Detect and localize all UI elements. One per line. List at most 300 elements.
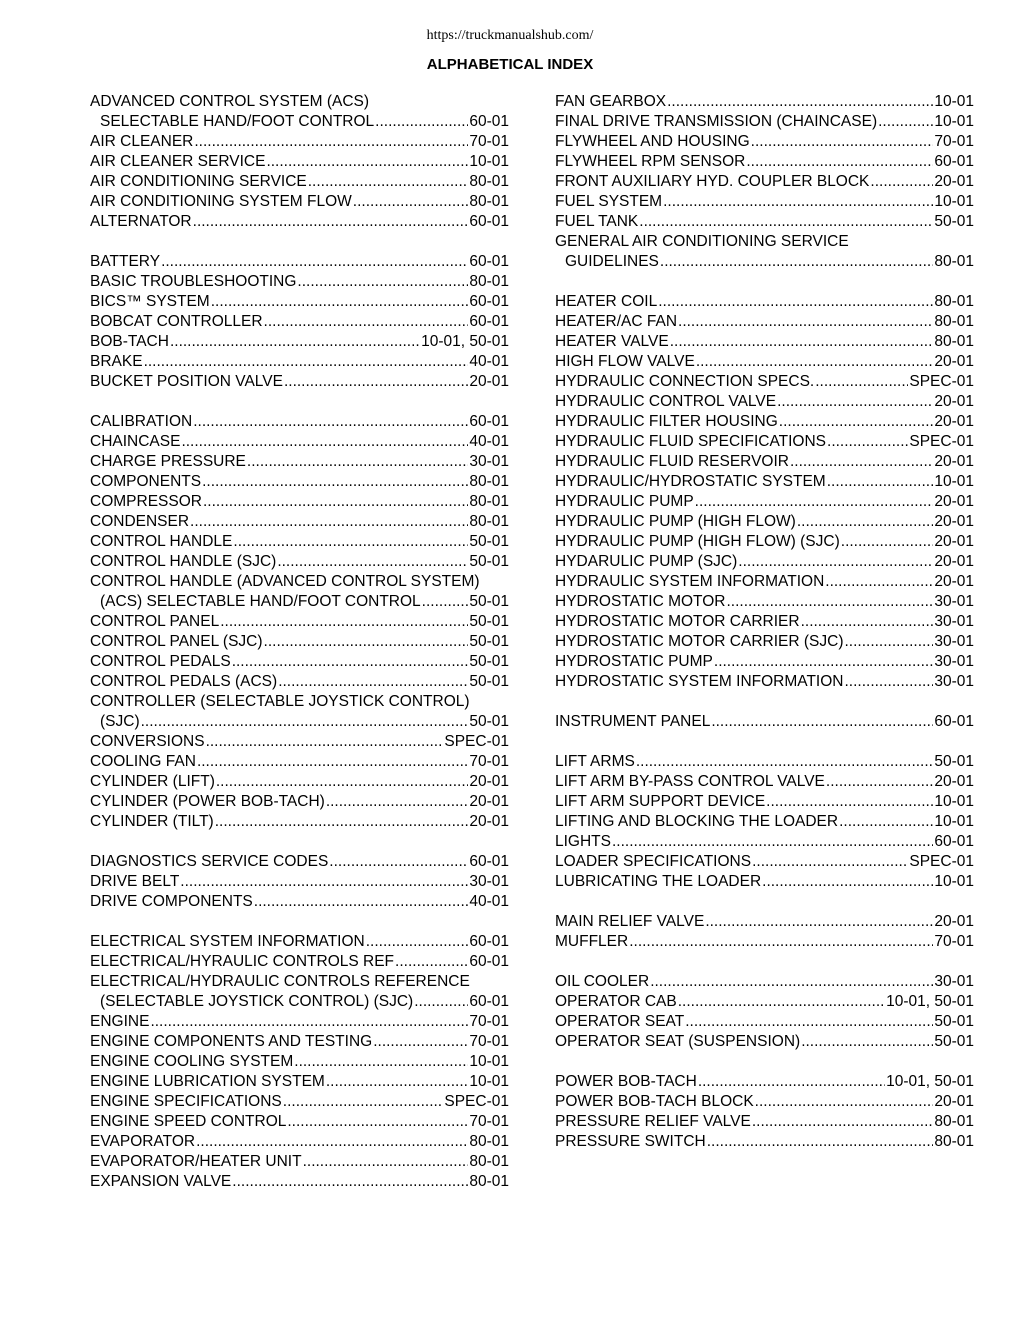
index-entry-label: CONDENSER: [90, 513, 190, 530]
index-entry[interactable]: [90, 152, 509, 172]
index-entry[interactable]: [90, 792, 509, 812]
index-entry[interactable]: [90, 1132, 509, 1152]
index-entry[interactable]: [90, 1092, 509, 1112]
index-entry-page: 60-01: [469, 313, 509, 330]
index-entry-page: 70-01: [469, 1033, 509, 1050]
index-entry-label: CONTROL PEDALS (ACS): [90, 673, 278, 690]
index-entry[interactable]: [90, 332, 509, 352]
index-entry-page: 20-01: [934, 393, 974, 410]
index-entry-page: 80-01: [934, 1133, 974, 1150]
index-entry[interactable]: [90, 612, 509, 632]
index-entry[interactable]: [555, 452, 974, 472]
index-entry-label: LOADER SPECIFICATIONS: [555, 853, 752, 870]
index-entry-label: LIGHTS: [555, 833, 611, 850]
index-entry-label: MUFFLER: [555, 933, 629, 950]
dot-leader: [303, 1152, 469, 1172]
index-entry-page: 10-01: [934, 113, 974, 130]
index-entry[interactable]: [90, 772, 509, 792]
index-entry-label: LIFT ARM SUPPORT DEVICE: [555, 793, 766, 810]
index-entry[interactable]: [90, 1052, 509, 1072]
dot-leader: [827, 472, 934, 492]
index-entry[interactable]: [555, 132, 974, 152]
index-entry[interactable]: [555, 712, 974, 732]
index-entry-label: OPERATOR CAB: [555, 993, 677, 1010]
index-entry[interactable]: [555, 412, 974, 432]
index-entry[interactable]: [555, 392, 974, 412]
dot-leader: [752, 852, 908, 872]
index-entry-label: HEATER COIL: [555, 293, 658, 310]
index-entry-label: HYDROSTATIC MOTOR: [555, 593, 726, 610]
index-entry-page: 70-01: [469, 133, 509, 150]
index-entry[interactable]: [90, 92, 509, 112]
index-entry[interactable]: [90, 292, 509, 312]
dot-leader: [825, 572, 933, 592]
index-entry[interactable]: [555, 832, 974, 852]
index-entry[interactable]: [555, 92, 974, 112]
index-column-left: [90, 92, 509, 1192]
index-entry-page: 30-01: [934, 593, 974, 610]
index-entry[interactable]: [90, 312, 509, 332]
index-entry-label: HYDRAULIC PUMP (HIGH FLOW): [555, 513, 796, 530]
dot-leader: [746, 152, 933, 172]
index-entry-page: 20-01: [934, 493, 974, 510]
index-entry-label: CONTROL PANEL (SJC): [90, 633, 263, 650]
index-entry-label: CONTROL HANDLE: [90, 533, 233, 550]
index-entry-page: 50-01: [469, 533, 509, 550]
dot-leader: [714, 652, 933, 672]
dot-leader: [202, 472, 468, 492]
index-entry-label: (SELECTABLE JOYSTICK CONTROL) (SJC): [100, 993, 414, 1010]
index-entry-label: CYLINDER (LIFT): [90, 773, 215, 790]
index-entry-label: ENGINE SPECIFICATIONS: [90, 1093, 282, 1110]
index-entry-label: FINAL DRIVE TRANSMISSION (CHAINCASE): [555, 113, 878, 130]
index-entry[interactable]: [90, 372, 509, 392]
index-entry-page: 60-01: [469, 253, 509, 270]
index-entry-label: HYDROSTATIC PUMP: [555, 653, 713, 670]
dot-leader: [193, 212, 469, 232]
index-spacer: [555, 272, 974, 292]
index-entry-label: HYDRAULIC FILTER HOUSING: [555, 413, 778, 430]
dot-leader: [711, 712, 933, 732]
index-entry-page: 50-01: [469, 713, 509, 730]
index-entry-label: EXPANSION VALVE: [90, 1173, 232, 1190]
index-entry[interactable]: [90, 852, 509, 872]
index-entry-label: EVAPORATOR/HEATER UNIT: [90, 1153, 302, 1170]
dot-leader: [215, 812, 469, 832]
dot-leader: [629, 932, 933, 952]
index-entry-label: HEATER/AC FAN: [555, 313, 678, 330]
dot-leader: [232, 652, 469, 672]
index-entry-label: CONTROLLER (SELECTABLE JOYSTICK CONTROL): [90, 693, 470, 710]
dot-leader: [266, 152, 468, 172]
index-entry-page: 50-01: [934, 213, 974, 230]
index-entry-page: 50-01: [934, 753, 974, 770]
index-entry[interactable]: [555, 672, 974, 692]
index-entry-page: 60-01: [469, 213, 509, 230]
index-entry-label: CHARGE PRESSURE: [90, 453, 246, 470]
dot-leader: [180, 872, 468, 892]
dot-leader: [278, 672, 468, 692]
index-entry-page: 50-01: [934, 1013, 974, 1030]
dot-leader: [196, 1132, 468, 1152]
index-entry[interactable]: [555, 212, 974, 232]
dot-leader: [353, 192, 469, 212]
index-entry[interactable]: [90, 252, 509, 272]
index-entry-label: LIFT ARM BY-PASS CONTROL VALVE: [555, 773, 825, 790]
index-entry-page: 20-01: [934, 173, 974, 190]
index-entry-label: CYLINDER (POWER BOB-TACH): [90, 793, 325, 810]
index-entry-page: 20-01: [469, 773, 509, 790]
index-entry-label: ELECTRICAL/HYDRAULIC CONTROLS REFERENCE: [90, 973, 470, 990]
dot-leader: [206, 732, 444, 752]
index-entry[interactable]: [555, 1092, 974, 1112]
index-entry[interactable]: [90, 272, 509, 292]
index-entry-label: AIR CLEANER SERVICE: [90, 153, 266, 170]
index-entry[interactable]: [555, 1132, 974, 1152]
index-entry-page: 70-01: [934, 133, 974, 150]
dot-leader: [422, 592, 469, 612]
index-entry-page: 20-01: [934, 513, 974, 530]
index-entry[interactable]: [555, 432, 974, 452]
index-entry-label: HYDRAULIC FLUID RESERVOIR: [555, 453, 789, 470]
dot-leader: [826, 772, 933, 792]
dot-leader: [181, 432, 468, 452]
index-entry-label: ELECTRICAL SYSTEM INFORMATION: [90, 933, 365, 950]
index-entry-label: HYDRAULIC PUMP: [555, 493, 694, 510]
index-entry-page: 50-01: [469, 633, 509, 650]
index-entry-page: 20-01: [469, 373, 509, 390]
dot-leader: [815, 372, 908, 392]
dot-leader: [193, 412, 468, 432]
index-entry[interactable]: [555, 352, 974, 372]
index-entry[interactable]: [90, 572, 509, 592]
dot-leader: [678, 992, 885, 1012]
index-entry-page: 30-01: [469, 873, 509, 890]
index-entry[interactable]: [555, 292, 974, 312]
dot-leader: [211, 292, 469, 312]
index-entry[interactable]: [90, 492, 509, 512]
index-entry[interactable]: [90, 1112, 509, 1132]
index-entry-label: MAIN RELIEF VALVE: [555, 913, 705, 930]
index-entry-page: 80-01: [469, 173, 509, 190]
dot-leader: [170, 332, 420, 352]
dot-leader: [695, 492, 934, 512]
dot-leader: [264, 632, 469, 652]
index-entry-page: 60-01: [469, 113, 509, 130]
index-entry-label: (ACS) SELECTABLE HAND/FOOT CONTROL: [100, 593, 421, 610]
index-entry-label: ENGINE LUBRICATION SYSTEM: [90, 1073, 325, 1090]
index-entry-page: 40-01: [469, 433, 509, 450]
index-entry-label: BOBCAT CONTROLLER: [90, 313, 263, 330]
index-entry-page: 80-01: [934, 253, 974, 270]
dot-leader: [663, 192, 933, 212]
index-spacer: [555, 892, 974, 912]
dot-leader: [161, 252, 468, 272]
index-entry-page: 50-01: [469, 613, 509, 630]
index-entry[interactable]: [555, 752, 974, 772]
index-entry[interactable]: [555, 1012, 974, 1032]
index-entry-page: SPEC-01: [909, 433, 974, 450]
index-entry[interactable]: [555, 552, 974, 572]
index-entry-page: 20-01: [934, 353, 974, 370]
index-entry[interactable]: [90, 552, 509, 572]
index-entry-label: HYDRAULIC PUMP (HIGH FLOW) (SJC): [555, 533, 840, 550]
index-entry[interactable]: [555, 1032, 974, 1052]
dot-leader: [839, 812, 933, 832]
source-url[interactable]: https://truckmanualshub.com/: [426, 28, 594, 43]
index-entry[interactable]: [90, 992, 509, 1012]
index-entry[interactable]: [555, 1112, 974, 1132]
index-entry-page: 20-01: [934, 453, 974, 470]
index-entry[interactable]: [90, 972, 509, 992]
index-entry[interactable]: [90, 1172, 509, 1192]
index-entry[interactable]: [555, 792, 974, 812]
dot-leader: [707, 1132, 934, 1152]
index-entry-label: HYDRAULIC/HYDROSTATIC SYSTEM: [555, 473, 826, 490]
index-spacer: [555, 692, 974, 712]
index-entry[interactable]: [555, 532, 974, 552]
index-entry[interactable]: [555, 312, 974, 332]
index-entry[interactable]: [90, 1072, 509, 1092]
index-entry-page: 60-01: [934, 713, 974, 730]
index-entry[interactable]: [555, 232, 974, 252]
index-entry[interactable]: [90, 932, 509, 952]
index-entry-page: 80-01: [469, 513, 509, 530]
index-entry[interactable]: [90, 452, 509, 472]
index-entry-page: 30-01: [934, 653, 974, 670]
index-entry[interactable]: [555, 872, 974, 892]
index-entry-page: SPEC-01: [909, 373, 974, 390]
dot-leader: [727, 592, 934, 612]
index-entry-page: 80-01: [934, 293, 974, 310]
index-entry[interactable]: [90, 892, 509, 912]
index-entry[interactable]: [555, 632, 974, 652]
dot-leader: [144, 352, 469, 372]
dot-leader: [283, 1092, 444, 1112]
index-entry-label: POWER BOB-TACH BLOCK: [555, 1093, 754, 1110]
dot-leader: [254, 892, 469, 912]
index-entry-page: SPEC-01: [444, 733, 509, 750]
index-entry[interactable]: [90, 872, 509, 892]
index-entry-page: 30-01: [934, 613, 974, 630]
index-entry-label: CHAINCASE: [90, 433, 181, 450]
index-entry-label: CONTROL HANDLE (ADVANCED CONTROL SYSTEM): [90, 573, 480, 590]
index-entry[interactable]: [555, 972, 974, 992]
dot-leader: [366, 932, 469, 952]
index-entry-label: HYDARULIC PUMP (SJC): [555, 553, 738, 570]
index-spacer: [555, 1052, 974, 1072]
index-entry-page: 10-01: [469, 153, 509, 170]
dot-leader: [660, 252, 933, 272]
index-entry[interactable]: [90, 692, 509, 712]
index-entry-label: HYDROSTATIC MOTOR CARRIER: [555, 613, 800, 630]
index-entry-label: COMPRESSOR: [90, 493, 202, 510]
index-entry[interactable]: [90, 952, 509, 972]
index-spacer: [90, 232, 509, 252]
index-entry-page: SPEC-01: [909, 853, 974, 870]
index-entry[interactable]: [90, 652, 509, 672]
index-entry[interactable]: [90, 532, 509, 552]
index-entry-label: BUCKET POSITION VALVE: [90, 373, 283, 390]
index-entry[interactable]: [90, 512, 509, 532]
dot-leader: [844, 632, 933, 652]
index-entry[interactable]: [90, 672, 509, 692]
index-entry-label: GUIDELINES: [565, 253, 659, 270]
index-entry[interactable]: [555, 112, 974, 132]
index-entry-label: PRESSURE RELIEF VALVE: [555, 1113, 751, 1130]
dot-leader: [696, 352, 934, 372]
index-entry-page: 60-01: [934, 153, 974, 170]
index-entry[interactable]: [90, 632, 509, 652]
index-entry-label: FUEL TANK: [555, 213, 639, 230]
index-entry[interactable]: [90, 592, 509, 612]
dot-leader: [375, 112, 468, 132]
index-entry-page: 60-01: [469, 993, 509, 1010]
index-entry[interactable]: [555, 852, 974, 872]
index-entry-page: 70-01: [469, 1113, 509, 1130]
dot-leader: [678, 312, 933, 332]
dot-leader: [284, 372, 468, 392]
index-entry[interactable]: [555, 152, 974, 172]
index-entry-page: 80-01: [469, 1173, 509, 1190]
index-entry-page: 50-01: [469, 653, 509, 670]
dot-leader: [194, 132, 468, 152]
dot-leader: [766, 792, 933, 812]
index-entry-label: HYDRAULIC CONNECTION SPECS.: [555, 373, 815, 390]
index-entry[interactable]: [90, 1032, 509, 1052]
index-entry-page: 50-01: [934, 1033, 974, 1050]
index-entry-page: 80-01: [934, 1113, 974, 1130]
dot-leader: [414, 992, 468, 1012]
index-entry-page: 10-01: [469, 1053, 509, 1070]
index-entry-label: DRIVE BELT: [90, 873, 180, 890]
index-entry-label: FLYWHEEL AND HOUSING: [555, 133, 750, 150]
index-entry-page: 30-01: [934, 633, 974, 650]
index-entry[interactable]: [555, 492, 974, 512]
dot-leader: [844, 672, 933, 692]
index-entry-label: ENGINE: [90, 1013, 150, 1030]
index-entry-page: 20-01: [934, 1093, 974, 1110]
index-spacer: [90, 392, 509, 412]
index-entry-page: 10-01: [934, 193, 974, 210]
index-entry[interactable]: [555, 592, 974, 612]
index-entry-page: 30-01: [469, 453, 509, 470]
index-entry-label: CYLINDER (TILT): [90, 813, 214, 830]
index-entry-label: AIR CLEANER: [90, 133, 194, 150]
index-entry-page: 30-01: [934, 973, 974, 990]
index-entry-label: FLYWHEEL RPM SENSOR: [555, 153, 746, 170]
dot-leader: [294, 1052, 468, 1072]
index-entry[interactable]: [555, 932, 974, 952]
index-entry-label: LUBRICATING THE LOADER: [555, 873, 762, 890]
index-entry-page: 60-01: [469, 933, 509, 950]
index-entry[interactable]: [90, 172, 509, 192]
index-entry-page: 60-01: [469, 293, 509, 310]
index-entry-page: 20-01: [934, 913, 974, 930]
index-entry[interactable]: [555, 372, 974, 392]
dot-leader: [220, 612, 468, 632]
index-entry[interactable]: [90, 712, 509, 732]
index-entry[interactable]: [555, 912, 974, 932]
index-entry[interactable]: [90, 752, 509, 772]
index-entry-label: ALTERNATOR: [90, 213, 192, 230]
dot-leader: [705, 912, 933, 932]
dot-leader: [698, 1072, 885, 1092]
dot-leader: [232, 1172, 468, 1192]
dot-leader: [751, 132, 934, 152]
index-entry[interactable]: [555, 472, 974, 492]
index-entry-label: CONTROL HANDLE (SJC): [90, 553, 277, 570]
dot-leader: [827, 432, 908, 452]
index-entry-label: LIFTING AND BLOCKING THE LOADER: [555, 813, 839, 830]
dot-leader: [801, 612, 934, 632]
index-entry-label: PRESSURE SWITCH: [555, 1133, 706, 1150]
dot-leader: [216, 772, 468, 792]
index-entry-page: 20-01: [934, 533, 974, 550]
index-entry-label: AIR CONDITIONING SYSTEM FLOW: [90, 193, 352, 210]
index-entry[interactable]: [90, 412, 509, 432]
index-entry[interactable]: [555, 252, 974, 272]
index-entry-page: SPEC-01: [444, 1093, 509, 1110]
index-entry[interactable]: [555, 992, 974, 1012]
index-entry[interactable]: [555, 652, 974, 672]
dot-leader: [752, 1112, 934, 1132]
index-entry-label: AIR CONDITIONING SERVICE: [90, 173, 307, 190]
dot-leader: [801, 1032, 933, 1052]
index-entry[interactable]: [90, 732, 509, 752]
dot-leader: [667, 92, 933, 112]
dot-leader: [762, 872, 933, 892]
index-entry[interactable]: [90, 132, 509, 152]
index-entry-label: HYDROSTATIC MOTOR CARRIER (SJC): [555, 633, 844, 650]
index-spacer: [90, 832, 509, 852]
index-entry[interactable]: [555, 612, 974, 632]
index-entry-page: 20-01: [934, 413, 974, 430]
index-entry[interactable]: [90, 812, 509, 832]
index-entry-label: FAN GEARBOX: [555, 93, 667, 110]
index-entry[interactable]: [555, 512, 974, 532]
index-entry-page: 10-01: [934, 93, 974, 110]
index-entry-label: HEATER VALVE: [555, 333, 669, 350]
index-entry[interactable]: [555, 1072, 974, 1092]
index-entry[interactable]: [90, 112, 509, 132]
dot-leader: [329, 852, 468, 872]
index-entry[interactable]: [555, 172, 974, 192]
index-entry-label: ELECTRICAL/HYRAULIC CONTROLS REF: [90, 953, 395, 970]
index-entry[interactable]: [90, 432, 509, 452]
dot-leader: [190, 512, 468, 532]
index-entry[interactable]: [90, 352, 509, 372]
index-entry-label: CONTROL PEDALS: [90, 653, 231, 670]
index-entry[interactable]: [555, 772, 974, 792]
index-entry[interactable]: [555, 192, 974, 212]
index-entry-page: 50-01: [469, 593, 509, 610]
index-entry[interactable]: [90, 212, 509, 232]
dot-leader: [287, 1112, 468, 1132]
index-entry[interactable]: [90, 1152, 509, 1172]
index-entry[interactable]: [90, 472, 509, 492]
index-entry[interactable]: [90, 192, 509, 212]
dot-leader: [373, 1032, 468, 1052]
index-entry[interactable]: [90, 1012, 509, 1032]
index-entry[interactable]: [555, 572, 974, 592]
dot-leader: [326, 792, 469, 812]
index-entry-page: 80-01: [469, 473, 509, 490]
index-entry-label: OPERATOR SEAT (SUSPENSION): [555, 1033, 801, 1050]
index-entry[interactable]: [555, 332, 974, 352]
index-entry[interactable]: [555, 812, 974, 832]
index-entry-label: BATTERY: [90, 253, 161, 270]
